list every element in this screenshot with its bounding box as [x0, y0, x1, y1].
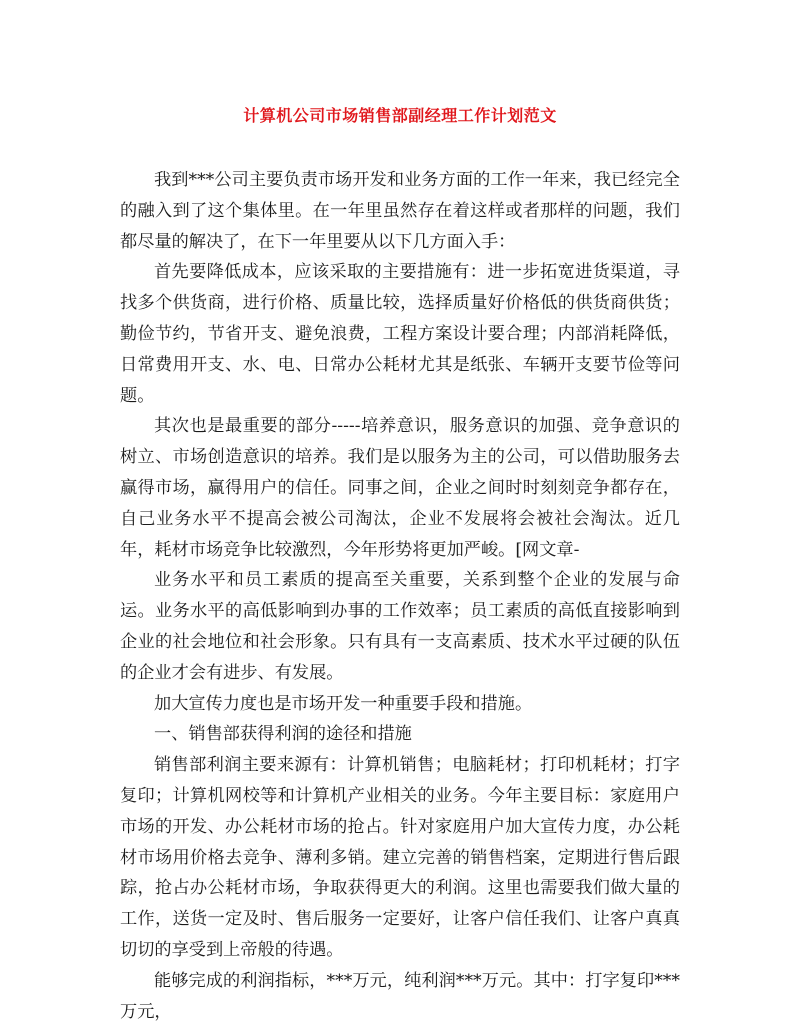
document-body [120, 165, 680, 1027]
paragraph-staff-quality: 业务水平和员工素质的提高至关重要，关系到整个企业的发展与命运。业务水平的高低影响到办事的工作效率；员工素质的高低直接影响到企业的社会地位和社会形象。只有具有一支高素质、技术水平过硬的队伍的企业才会有进步、有发展。 [120, 570, 680, 683]
paragraph-cost-reduction: 首先要降低成本，应该采取的主要措施有：进一步拓宽进货渠道，寻找多个供货商，进行价格、质量比较，选择质量好价格低的供货商供货；勤俭节约，节省开支、避免浪费，工程方案设计要合理；内部消耗降低，日常费用开支、水、电、日常办公耗材尤其是纸张、车辆开支要节俭等问题。 [120, 262, 680, 406]
paragraph-profit-sources: 销售部利润主要来源有：计算机销售；电脑耗材；打印机耗材；打字复印；计算机网校等和计算机产业相关的业务。今年主要目标：家庭用户市场的开发、办公耗材市场的抢占。针对家庭用户加大宣传力度，办公耗材市场用价格去竞争、薄利多销。建立完善的销售档案，定期进行售后跟踪，抢占办公耗材市场，争取获得更大的利润。这里也需要我们做大量的工作，送货一定及时、售后服务一定要好，让客户信任我们、让客户真真切切的享受到上帝般的待遇。 [120, 755, 680, 960]
paragraph-intro: 我到***公司主要负责市场开发和业务方面的工作一年来，我已经完全的融入到了这个集体里。在一年里虽然存在着这样或者那样的问题，我们都尽量的解决了，在下一年里要从以下几方面入手： [120, 170, 680, 252]
paragraph-publicity: 加大宣传力度也是市场开发一种重要手段和措施。 [154, 693, 533, 714]
section-heading-profit: 一、销售部获得利润的途径和措施 [154, 724, 412, 745]
paragraph-profit-targets: 能够完成的利润指标，***万元，纯利润***万元。其中：打字复印***万元， [120, 970, 680, 1022]
document-title: 计算机公司市场销售部副经理工作计划范文 [243, 106, 557, 125]
paragraph-awareness: 其次也是最重要的部分-----培养意识，服务意识的加强、竞争意识的树立、市场创造意识的培养。我们是以服务为主的公司，可以借助服务去赢得市场，赢得用户的信任。同事之间，企业之间时时刻刻竞争都存在，自己业务水平不提高会被公司淘汰，企业不发展将会被社会淘汰。近几年，耗材市场竞争比较激烈，今年形势将更加严峻。[网文章- [120, 416, 680, 560]
